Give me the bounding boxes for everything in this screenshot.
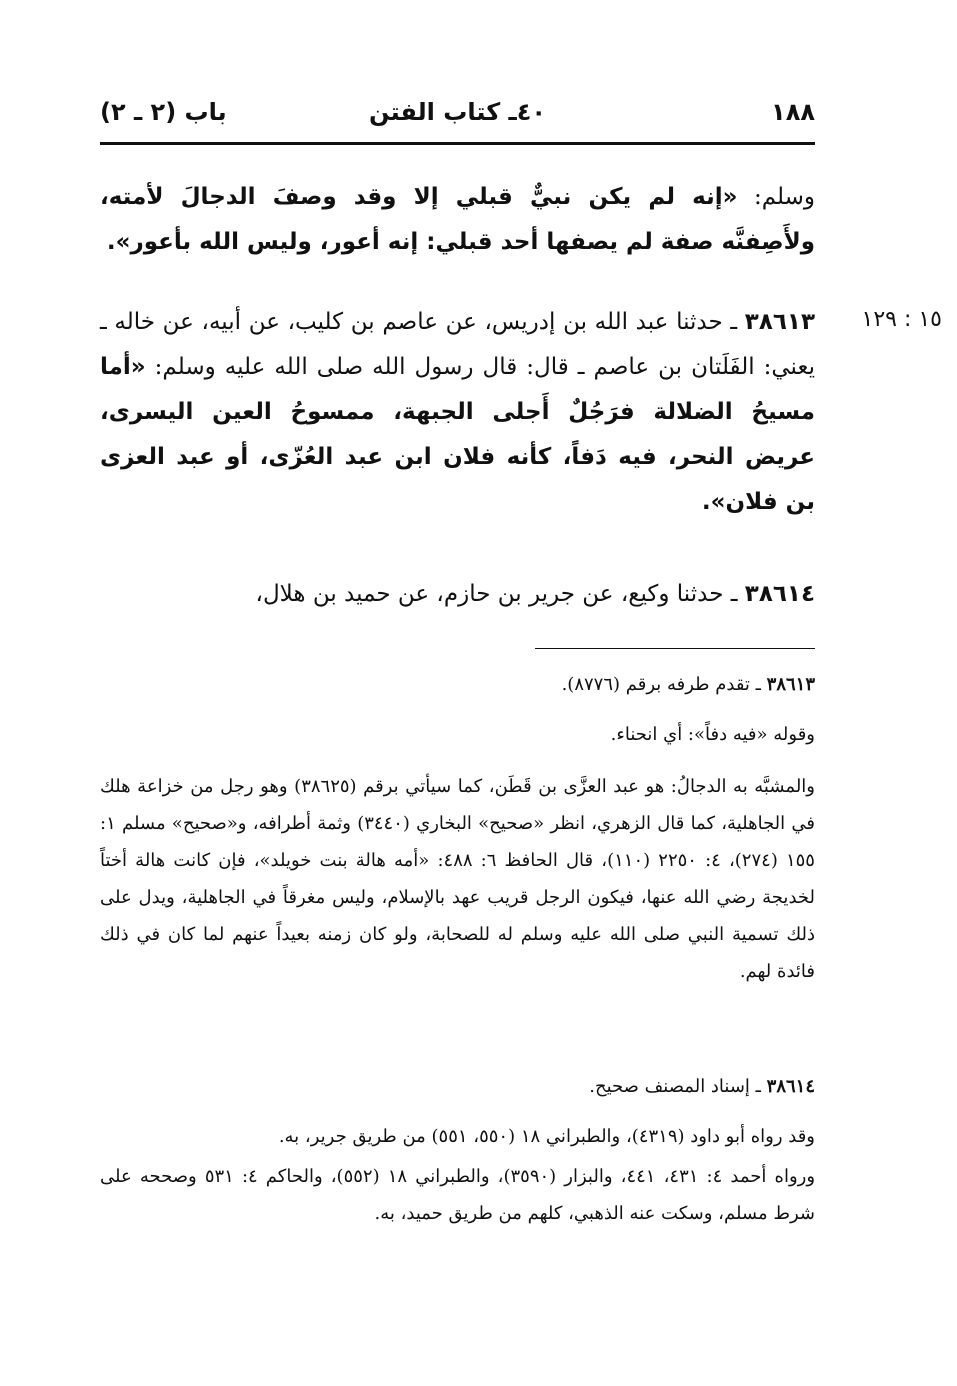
hadith-number: ٣٨٦١٤ bbox=[744, 581, 815, 607]
page-number: ١٨٨ bbox=[771, 98, 815, 126]
paragraph-continuation bbox=[100, 175, 815, 265]
footnote-rule bbox=[535, 648, 815, 649]
hadith-38613 bbox=[100, 300, 815, 525]
footnote bbox=[100, 768, 815, 990]
hadith-quote: «إنه لم يكن نبيٌّ قبلي إلا وقد وصفَ الدجالَ لأمته، ولأَصِفنَّه صفة لم يصفها أحد قبلي: إنه أعور، وليس الله بأعور». bbox=[100, 184, 815, 255]
hadith-38614 bbox=[100, 572, 815, 617]
footnote-number: ٣٨٦١٤ bbox=[766, 1076, 815, 1097]
hadith-chain: ـ حدثنا وكيع، عن جرير بن حازم، عن حميد بن هلال، bbox=[255, 581, 745, 607]
footnote-text: ـ إسناد المصنف صحيح. bbox=[589, 1076, 767, 1097]
footnote-number: ٣٨٦١٣ bbox=[766, 674, 815, 695]
hadith-quote: «أما مسيحُ الضلالة فرَجُلٌ أَجلى الجبهة، ممسوحُ العين اليسرى، عريض النحر، فيه دَفاً، كأنه فلان ابن عبد العُزّى، أو عبد العزى بن فلان». bbox=[100, 354, 815, 515]
footnote bbox=[100, 1158, 815, 1232]
footnote-text: ـ تقدم طرفه برقم (٨٧٧٦). bbox=[561, 674, 767, 695]
footnote bbox=[100, 1068, 815, 1105]
hadith-chain: ـ حدثنا عبد الله بن إدريس، عن عاصم بن كليب، عن أبيه، عن خاله ـ يعني: الفَلَتان بن عاصم ـ قال: قال رسول الله صلى الله عليه وسلم: bbox=[100, 309, 815, 380]
footnote-text: وقد رواه أبو داود (٤٣١٩)، والطبراني ١٨ (٥٥٠، ٥٥١) من طريق جرير، به. bbox=[278, 1126, 815, 1147]
footnote bbox=[100, 666, 815, 703]
footnote-text: ورواه أحمد ٤: ٤٣١، ٤٤١، والبزار (٣٥٩٠)، والطبراني ١٨ (٥٥٢)، والحاكم ٤: ٥٣١ وصححه على شرط مسلم، وسكت عنه الذهبي، كلهم من طريق حميد، به. bbox=[100, 1166, 816, 1224]
header-rule bbox=[100, 142, 815, 145]
chapter-title: باب (٢ ـ ٢) bbox=[100, 98, 227, 126]
footnote-text: وقوله «فيه دفاً»: أي انحناء. bbox=[610, 724, 815, 745]
paragraph-text: وسلم: bbox=[737, 184, 815, 210]
page-header bbox=[100, 92, 815, 136]
margin-reference: ١٥ : ١٢٩ bbox=[861, 307, 942, 332]
footnote bbox=[100, 716, 815, 753]
footnote-text: والمشبَّه به الدجالُ: هو عبد العزَّى بن قَطَن، كما سيأتي برقم (٣٨٦٢٥) وهو رجل من خزاعة هلك في الجاهلية، كما قال الزهري، انظر «صحيح» البخاري (٣٤٤٠) وثمة أطرافه، و«صحيح» مسلم ١: ١٥٥ (٢٧٤)، ٤: ٢٢٥٠ (١١٠)، قال الحافظ ٦: ٤٨٨: «أمه هالة بنت خويلد»، فإن كانت هالة أختاً لخديجة رضي الله عنها، فيكون الرجل قريب عهد بالإسلام، وليس مغرقاً في الجاهلية، ويدل على ذلك تسمية النبي صلى الله عليه وسلم له للصحابة، ولو كان زمنه بعيداً عنهم لما كان في ذلك فائدة لهم. bbox=[100, 776, 815, 982]
footnote bbox=[100, 1118, 815, 1155]
book-title: ٤٠ـ كتاب الفتن bbox=[369, 98, 546, 126]
hadith-number: ٣٨٦١٣ bbox=[744, 309, 815, 335]
